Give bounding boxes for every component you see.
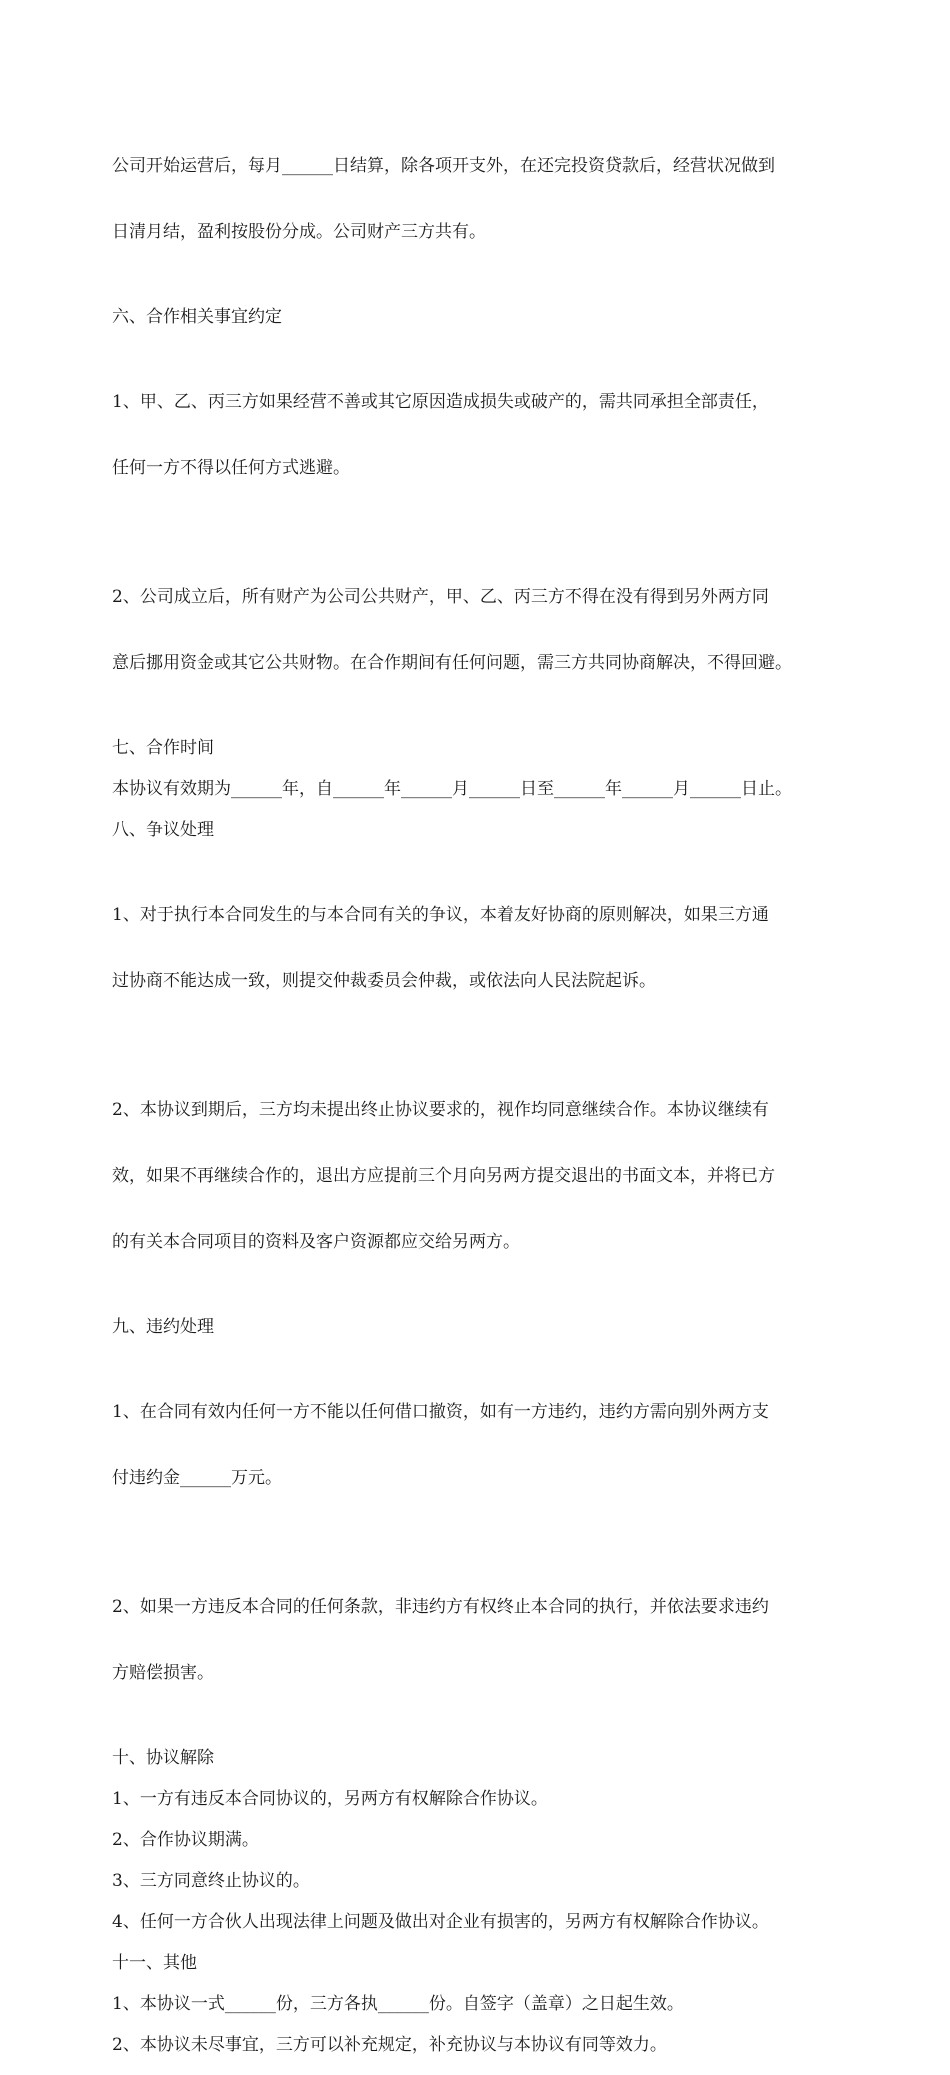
paragraph-10-1: 1、一方有违反本合同协议的，另两方有权解除合作协议。 [112, 1789, 548, 1809]
paragraph-11-2: 2、本协议未尽事宜，三方可以补充规定，补充协议与本协议有同等效力。 [112, 2035, 667, 2055]
text-line: 意后挪用资金或其它公共财物。在合作期间有任何问题，需三方共同协商解决，不得回避。 [112, 653, 792, 673]
document-body [112, 111, 852, 2075]
text-line: 过协商不能达成一致，则提交仲裁委员会仲裁，或依法向人民法院起诉。 [112, 971, 656, 991]
text-line: 方赔偿损害。 [112, 1663, 214, 1683]
section-heading-7: 七、合作时间 [112, 738, 214, 758]
text-line: 2、本协议到期后，三方均未提出终止协议要求的，视作均同意继续合作。本协议继续有 [112, 1100, 769, 1120]
text-line: 的有关本合同项目的资料及客户资源都应交给另两方。 [112, 1232, 520, 1252]
text-line: 2、如果一方违反本合同的任何条款，非违约方有权终止本合同的执行，并依法要求违约 [112, 1597, 769, 1617]
paragraph-operations [112, 111, 852, 287]
paragraph-6-2 [112, 542, 852, 718]
section-heading-6: 六、合作相关事宜约定 [112, 307, 282, 327]
paragraph-10-2: 2、合作协议期满。 [112, 1830, 259, 1850]
paragraph-10-3: 3、三方同意终止协议的。 [112, 1871, 310, 1891]
paragraph-9-1 [112, 1357, 852, 1533]
text-line: 2、公司成立后，所有财产为公司公共财产，甲、乙、丙三方不得在没有得到另外两方同 [112, 587, 769, 607]
section-heading-8: 八、争议处理 [112, 820, 214, 840]
text-line: 1、对于执行本合同发生的与本合同有关的争议，本着友好协商的原则解决，如果三方通 [112, 905, 769, 925]
paragraph-8-2 [112, 1055, 852, 1297]
paragraph-6-1 [112, 347, 852, 523]
text-line: 公司开始运营后，每月______日结算，除各项开支外，在还完投资贷款后，经营状况做到 [112, 156, 775, 176]
text-line: 日清月结，盈利按股份分成。公司财产三方共有。 [112, 222, 486, 242]
paragraph-10-4: 4、任何一方合伙人出现法律上问题及做出对企业有损害的，另两方有权解除合作协议。 [112, 1912, 769, 1932]
text-line: 任何一方不得以任何方式逃避。 [112, 458, 350, 478]
section-heading-11: 十一、其他 [112, 1953, 197, 1973]
section-heading-9: 九、违约处理 [112, 1317, 214, 1337]
paragraph-8-1 [112, 860, 852, 1036]
section-heading-10: 十、协议解除 [112, 1748, 214, 1768]
paragraph-11-1: 1、本协议一式______份，三方各执______份。自签字（盖章）之日起生效。 [112, 1994, 684, 2014]
text-line: 付违约金______万元。 [112, 1468, 282, 1488]
text-line: 效，如果不再继续合作的，退出方应提前三个月向另两方提交退出的书面文本，并将已方 [112, 1166, 775, 1186]
paragraph-9-2 [112, 1552, 852, 1728]
text-line: 1、甲、乙、丙三方如果经营不善或其它原因造成损失或破产的，需共同承担全部责任， [112, 392, 769, 412]
text-line: 1、在合同有效内任何一方不能以任何借口撤资，如有一方违约，违约方需向别外两方支 [112, 1402, 769, 1422]
paragraph-7-1: 本协议有效期为______年，自______年______月______日至______年______月______日止。 [112, 779, 792, 799]
